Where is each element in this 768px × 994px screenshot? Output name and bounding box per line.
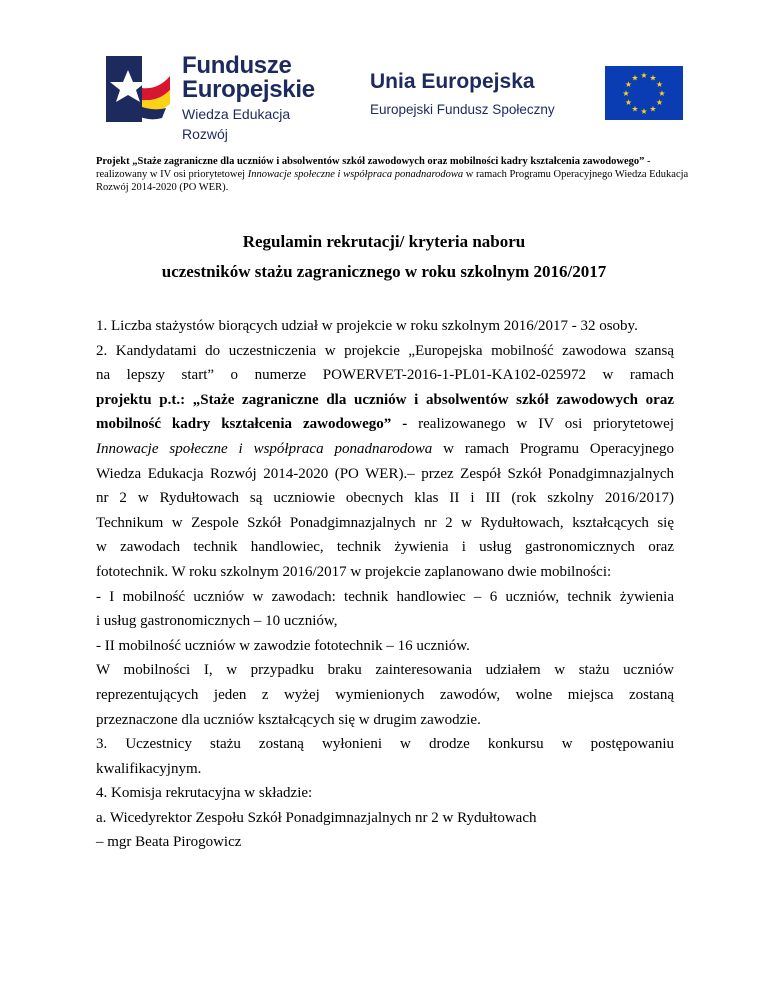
svg-text:★: ★ xyxy=(658,89,666,98)
svg-text:★: ★ xyxy=(622,89,630,98)
svg-text:★: ★ xyxy=(640,107,648,116)
body-line-9: Technikum w Zespole Szkół Ponadgimnazjalnych nr 2 w Rydułtowach, kształcących się xyxy=(96,514,674,531)
header-logos xyxy=(96,52,686,142)
body-line-8: nr 2 w Rydułtowach są uczniowie obecnych klas II i III (rok szkolny 2016/2017) xyxy=(96,490,674,507)
body-line-5-bold: mobilność kadry kształcenia zawodowego” - xyxy=(96,416,408,433)
body-line-20: 4. Komisja rekrutacyjna w składzie: xyxy=(96,785,313,802)
document-title-line1: Regulamin rekrutacji/ kryteria naboru xyxy=(242,232,526,251)
svg-text:★: ★ xyxy=(631,73,639,83)
body-line-19: kwalifikacyjnym. xyxy=(96,760,202,777)
body-line-17: przeznaczone dla uczniów kształcących się w drugim zawodzie. xyxy=(96,711,481,728)
fe-logo-line2: Europejskie xyxy=(182,76,315,103)
svg-text:★: ★ xyxy=(655,80,664,89)
project-note xyxy=(96,155,696,194)
body-line-4: projektu p.t.: „Staże zagraniczne dla uczniów i absolwentów szkół zawodowych oraz xyxy=(96,391,674,408)
svg-text:★: ★ xyxy=(649,104,657,114)
project-note-text2: w ramach Programu Operacyjnego Wiedza Edukacja Rozwój 2014-2020 (PO WER). xyxy=(96,169,689,193)
body-line-21: a. Wicedyrektor Zespołu Szkół Ponadgimnazjalnych nr 2 w Rydułtowach xyxy=(96,809,537,826)
document-body xyxy=(96,314,674,855)
svg-text:★: ★ xyxy=(631,104,639,114)
svg-text:★: ★ xyxy=(640,71,648,80)
body-line-12: - I mobilność uczniów w zawodach: technik handlowiec – 6 uczniów, technik żywienia xyxy=(96,588,674,605)
fundusze-europejskie-logo xyxy=(106,52,336,142)
body-line-13: i usług gastronomicznych – 10 uczniów, xyxy=(96,613,338,630)
svg-text:★: ★ xyxy=(624,80,633,89)
project-note-text1: - realizowany w IV osi priorytetowej xyxy=(96,156,651,180)
body-line-6-text: w ramach Programu Operacyjnego xyxy=(432,440,674,457)
body-line-14: - II mobilność uczniów w zawodzie fototechnik – 16 uczniów. xyxy=(96,637,470,654)
fe-star-icon xyxy=(106,56,170,122)
fe-logo-line1: Fundusze xyxy=(182,52,292,79)
unia-europejska-logo xyxy=(370,66,686,126)
body-line-7: Wiedza Edukacja Rozwój 2014-2020 (PO WER).– przez Zespół Szkół Ponadgimnazjalnych xyxy=(96,465,674,482)
eu-logo-line1: Unia Europejska xyxy=(370,70,535,93)
body-line-16: reprezentujących jeden z wyżej wymienionych zawodów, wolne miejsca zostaną xyxy=(96,686,674,703)
body-line-3: na lepszy start” o numerze POWERVET-2016-1-PL01-KA102-025972 w ramach xyxy=(96,367,674,384)
document-title-line2: uczestników stażu zagranicznego w roku szkolnym 2016/2017 xyxy=(161,262,607,281)
fe-logo-line3: Wiedza Edukacja Rozwój xyxy=(182,106,291,142)
body-line-2: 2. Kandydatami do uczestniczenia w projekcie „Europejska mobilność zawodowa szansą xyxy=(96,342,674,359)
body-line-10: w zawodach technik handlowiec, technik żywienia i usług gastronomicznych oraz xyxy=(96,539,674,556)
body-line-15: W mobilności I, w przypadku braku zainteresowania udziałem w stażu uczniów xyxy=(96,662,674,679)
svg-text:★: ★ xyxy=(649,73,657,83)
project-note-italic: Innowacje społeczne i współpraca ponadnarodowa xyxy=(247,169,464,180)
body-line-5 xyxy=(96,412,674,437)
body-line-11: fototechnik. W roku szkolnym 2016/2017 w projekcie zaplanowano dwie mobilności: xyxy=(96,563,612,580)
body-line-18: 3. Uczestnicy stażu zostaną wyłonieni w drodze konkursu w postępowaniu xyxy=(96,736,674,753)
body-line-1: 1. Liczba stażystów biorących udział w projekcie w roku szkolnym 2016/2017 - 32 osoby. xyxy=(96,318,638,334)
eu-logo-text xyxy=(370,70,555,120)
fe-logo-text xyxy=(182,54,336,144)
body-line-22: – mgr Beata Pirogowicz xyxy=(96,834,242,851)
body-line-5-text: realizowanego w IV osi priorytetowej xyxy=(407,416,675,433)
project-note-bold: Projekt „Staże zagraniczne dla uczniów i absolwentów szkół zawodowych oraz mobilności kadry kształcenia zawodowego” xyxy=(96,156,645,167)
eu-logo-line2: Europejski Fundusz Społeczny xyxy=(370,102,555,117)
body-line-6-italic: Innowacje społeczne i współpraca ponadnarodowa xyxy=(96,440,433,457)
body-line-6 xyxy=(96,437,674,462)
svg-text:★: ★ xyxy=(655,98,664,107)
eu-flag-icon xyxy=(605,66,683,120)
svg-text:★: ★ xyxy=(624,98,633,107)
